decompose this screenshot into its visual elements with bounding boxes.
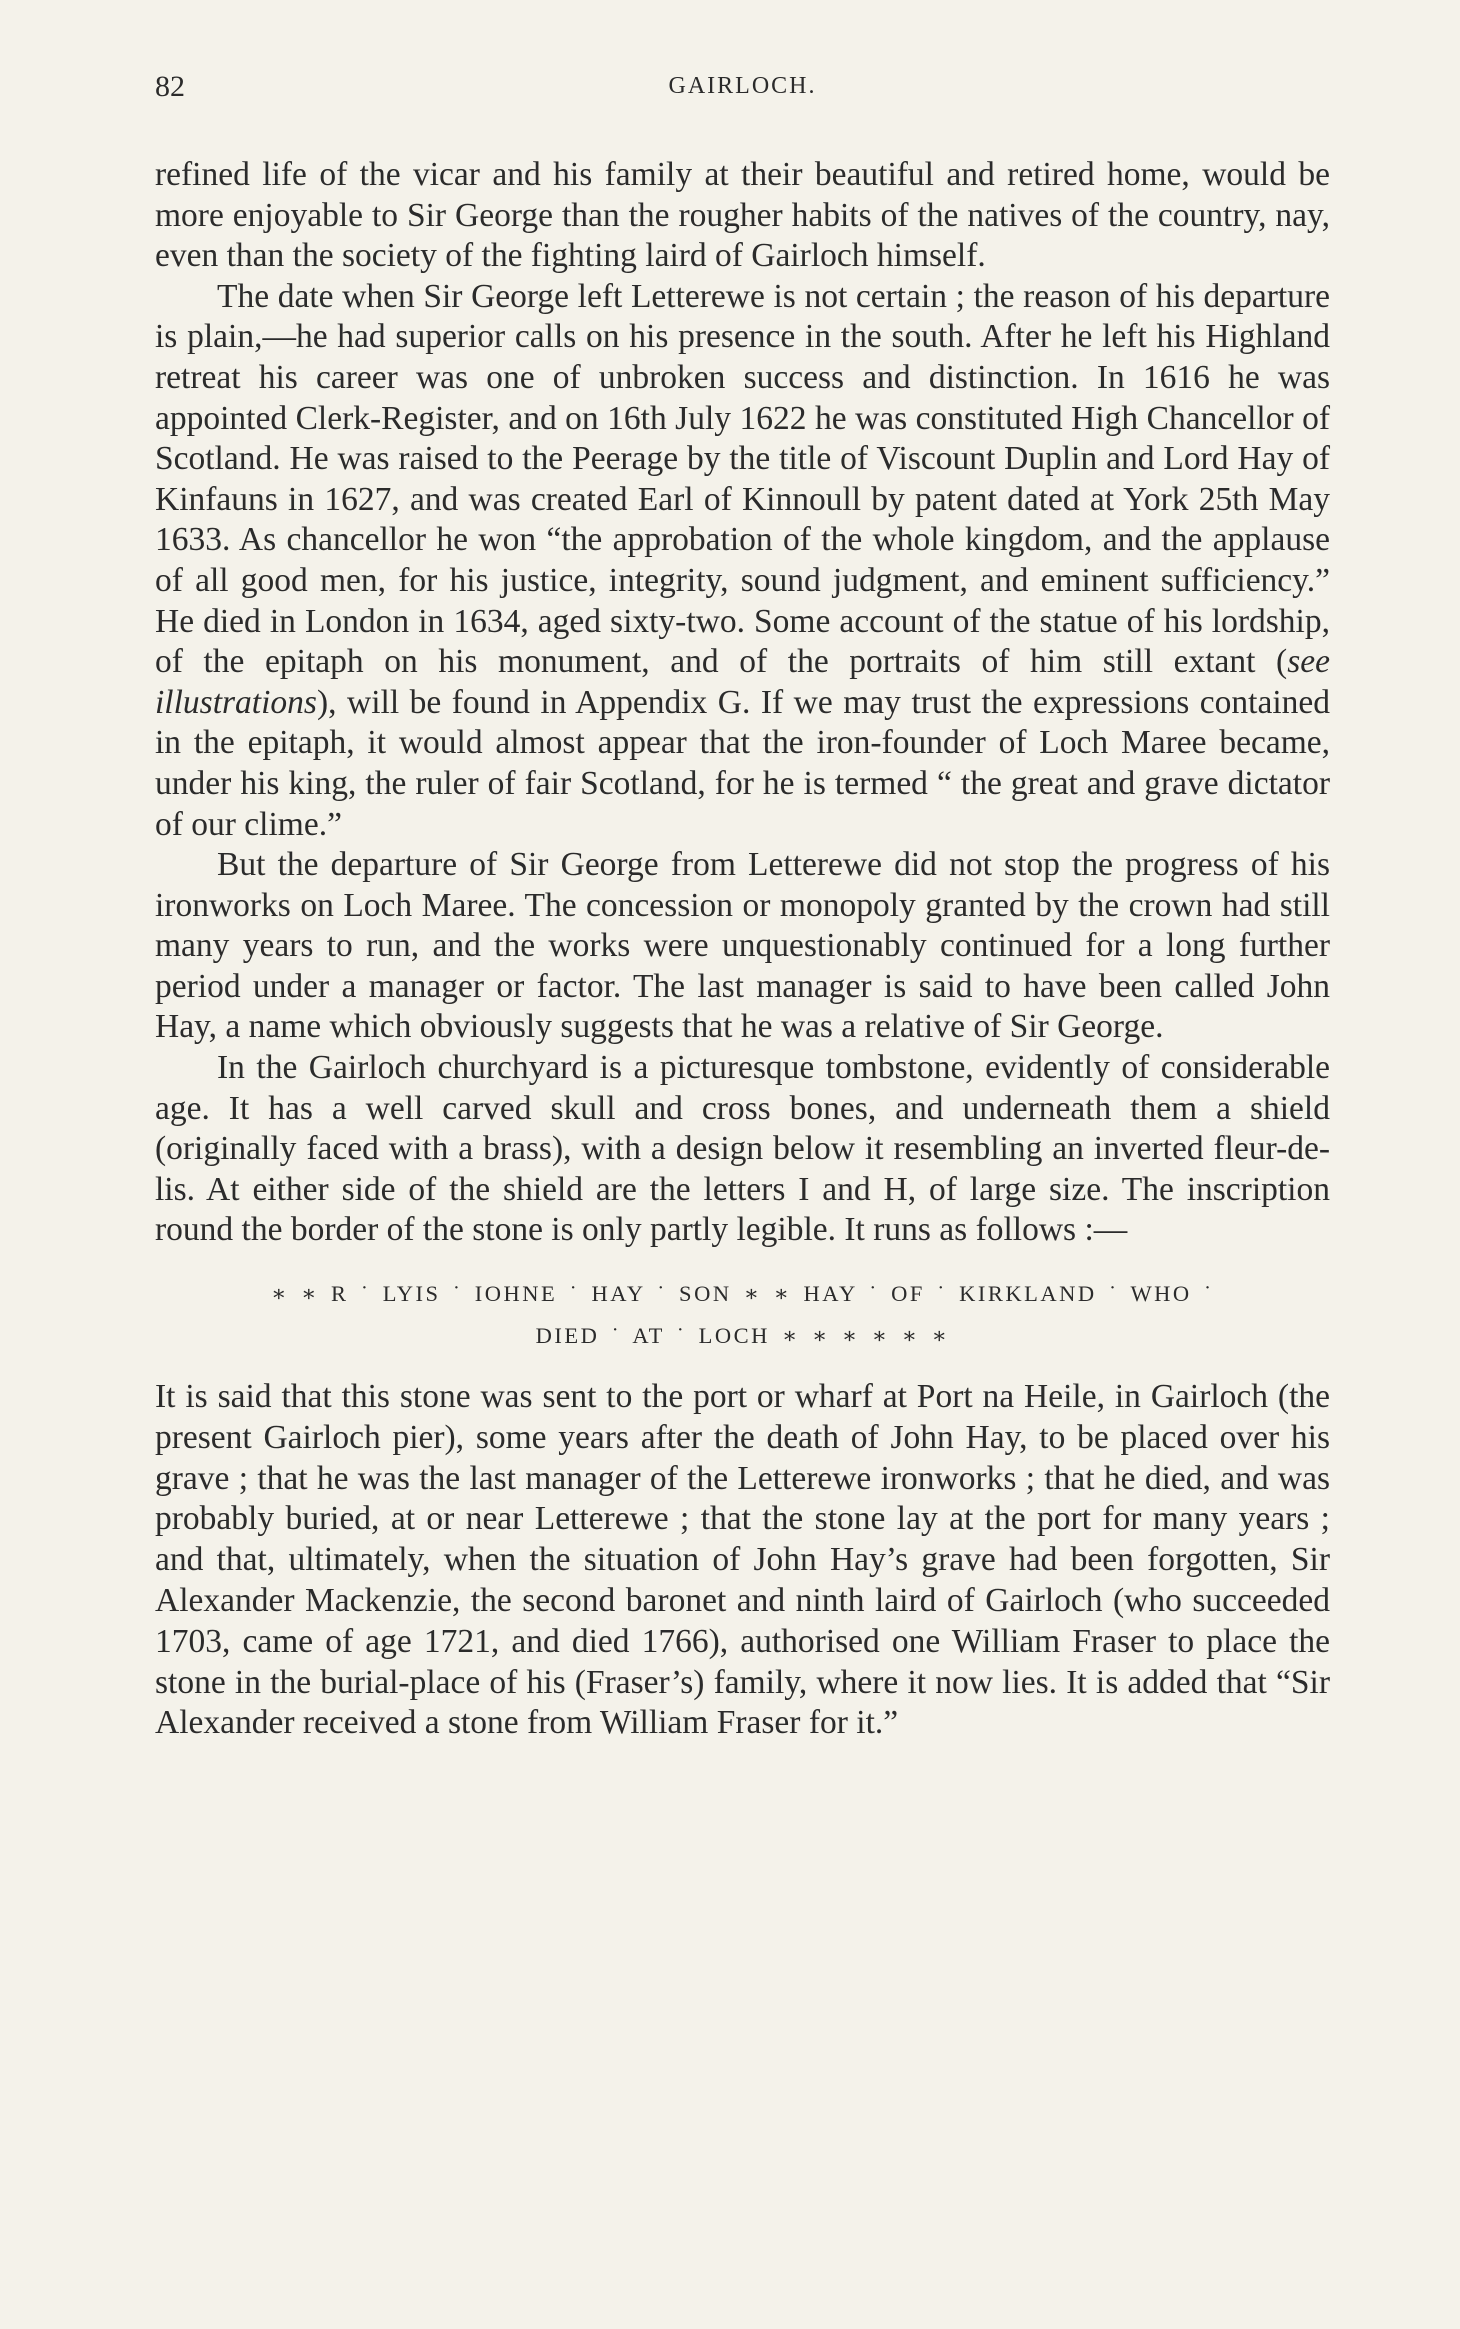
paragraph-sir-george-career bbox=[155, 277, 1330, 845]
body-text bbox=[155, 155, 1330, 1744]
paragraph-stone-history: It is said that this stone was sent to the port or wharf at Port na Heile, in Gairloch (the present Gairloch pier), some years after the death of John Hay, to be placed over his grave ; that he was the last manager of the Letterewe ironworks ; that he died, and was probably buried, at or near Letterewe ; that the stone lay at the port for many years ; and that, ultimately, when the situation of John Hay’s grave had been forgotten, Sir Alexander Mackenzie, the second baronet and ninth laird of Gairloch (who succeeded 1703, came of age 1721, and died 1766), authorised one William Fraser to place the stone in the burial-place of his (Fraser’s) family, where it now lies. It is added that “Sir Alexander received a stone from William Fraser for it.” bbox=[155, 1378, 1330, 1742]
inscription-line-1: ∗ ∗ R ˙ LYIS ˙ IOHNE ˙ HAY ˙ SON ∗ ∗ HAY ˙ OF ˙ KIRKLAND ˙ WHO ˙ bbox=[271, 1281, 1214, 1307]
italic-reference: see illustrations bbox=[155, 643, 1330, 721]
page-number: 82 bbox=[155, 70, 185, 103]
page-header bbox=[155, 70, 1330, 120]
paragraph-tombstone: In the Gairloch churchyard is a picturesque tombstone, evidently of considerable age. It has a well carved skull and cross bones, and underneath them a shield (originally faced with a brass), with a design below it resembling an inverted fleur-de-lis. At either side of the shield are the letters I and H, of large size. The inscription round the border of the stone is only partly legible. It runs as follows :— bbox=[155, 1049, 1330, 1249]
after-inscription bbox=[155, 1377, 1330, 1744]
paragraph-ironworks: But the departure of Sir George from Letterewe did not stop the progress of his ironworks on Loch Maree. The concession or monopoly granted by the crown had still many years to run, and the works were unquestionably continued for a long further period under a manager or factor. The last manager is said to have been called John Hay, a name which obviously suggests that he was a relative of Sir George. bbox=[155, 846, 1330, 1046]
paragraph-text: The date when Sir George left Letterewe is not certain ; the reason of his departure is plain,—he had superior calls on his presence in the south. After he left his Highland retreat his career was one of unbroken success and distinction. In 1616 he was appointed Clerk-Register, and on 16th July 1622 he was constituted High Chancellor of Scotland. He was raised to the Peerage by the title of Viscount Duplin and Lord Hay of Kinfauns in 1627, and was created Earl of Kinnoull by patent dated at York 25th May 1633. As chancellor he won “the approbation of the whole kingdom, and the applause of all good men, for his justice, integrity, sound judgment, and eminent sufficiency.” He died in London in 1634, aged sixty-two. Some account of the statue of his lordship, of the epitaph on his monument, and of the portraits of him still extant ( bbox=[155, 277, 1330, 681]
running-head: GAIRLOCH. bbox=[668, 73, 817, 99]
inscription-line-2: DIED ˙ AT ˙ LOCH ∗ ∗ ∗ ∗ ∗ ∗ bbox=[535, 1323, 950, 1349]
paragraph-continuation: refined life of the vicar and his family at their beautiful and retired home, would be more enjoyable to Sir George than the rougher habits of the natives of the country, nay, even than the society of the fighting laird of Gairloch himself. bbox=[155, 156, 1330, 275]
paragraph-text-rest: ), will be found in Appendix G. If we may trust the expressions contained in the epitaph, it would almost appear that the iron-founder of Loch Maree became, under his king, the ruler of fair Scotland, for he is termed “ the great and grave dictator of our clime.” bbox=[155, 683, 1330, 843]
tombstone-inscription bbox=[155, 1273, 1330, 1357]
